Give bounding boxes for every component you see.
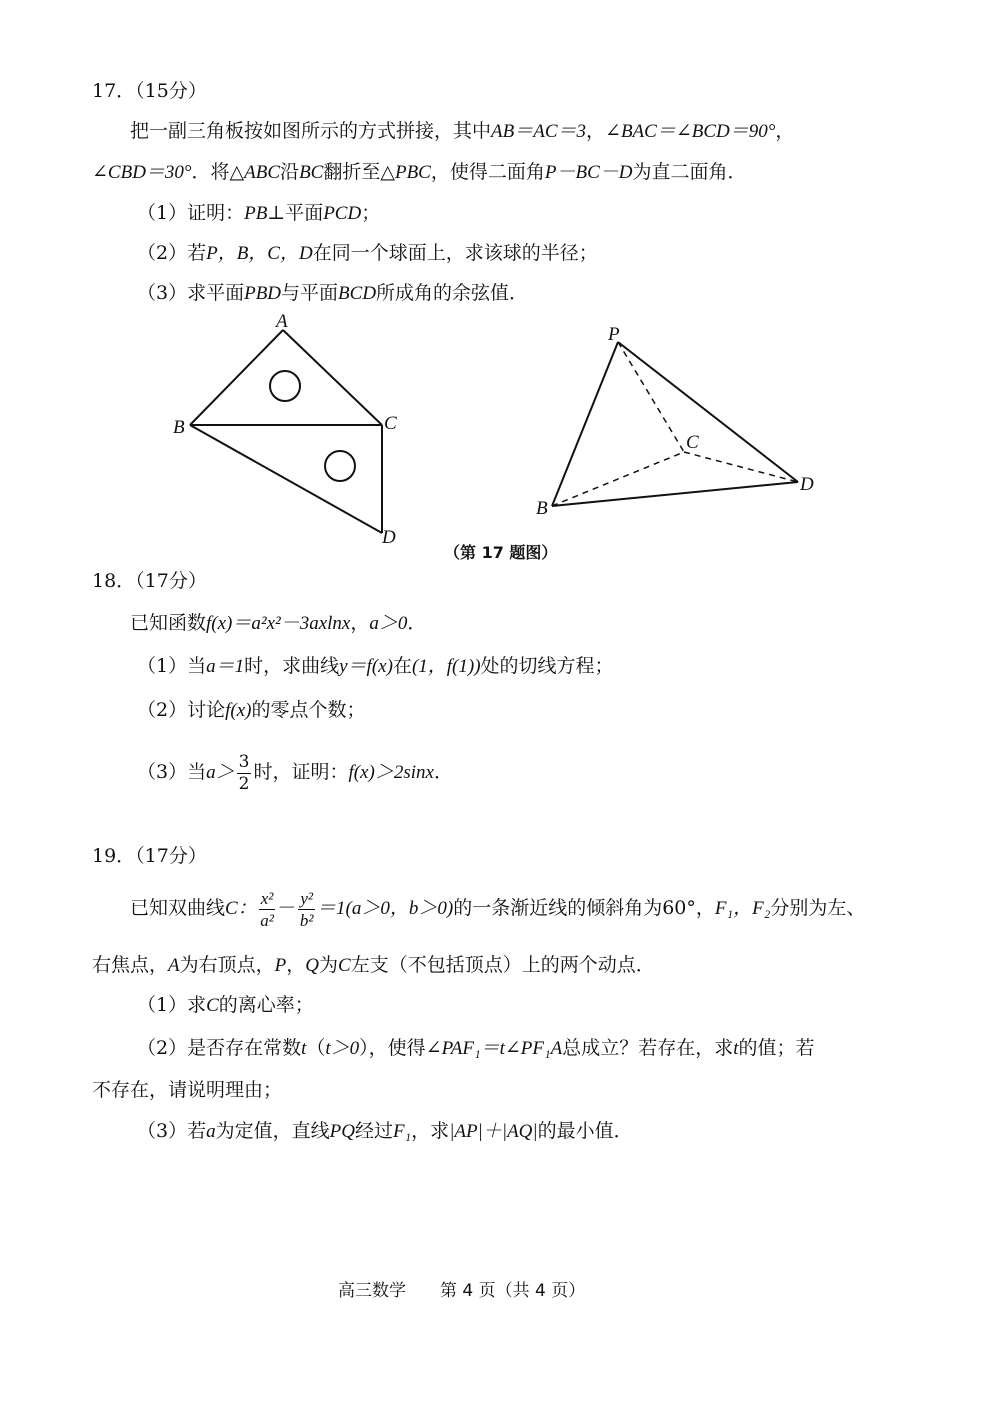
q19-text: 右焦点， xyxy=(92,954,169,976)
q19-math: ＝1(a＞0，b＞0) xyxy=(317,898,454,919)
q19-math: PQ xyxy=(329,1121,355,1142)
q19-text: ，求 xyxy=(411,1120,450,1142)
q17-part3 xyxy=(137,280,528,307)
edge-cd-hidden xyxy=(684,452,798,482)
q17-text: 平面 xyxy=(285,202,324,224)
q17-line1 xyxy=(130,118,794,145)
q19-text: 不存在，请说明理由； xyxy=(92,1079,283,1101)
q17-text: 为直二面角． xyxy=(632,161,747,183)
q19-text: 左支（不包括顶点）上的两个动点． xyxy=(350,954,655,976)
q19-text: （3）若 xyxy=(137,1120,207,1142)
q18-header xyxy=(92,568,207,594)
q19-text: 为定值，直线 xyxy=(215,1120,330,1142)
q19-text: （2）是否存在常数 xyxy=(137,1037,302,1059)
label-b: B xyxy=(173,417,185,438)
q18-line1 xyxy=(130,610,426,637)
q18-text: 已知函数 xyxy=(130,612,207,634)
q18-text: 的零点个数； xyxy=(251,699,366,721)
q18-part3 xyxy=(137,752,453,793)
q18-math: a＝1 xyxy=(206,656,245,677)
q19-text: ），使得 xyxy=(359,1037,426,1059)
q17-part1 xyxy=(137,200,380,227)
q19-text: 已知双曲线 xyxy=(130,897,226,919)
q19-part2 xyxy=(137,1035,815,1062)
figure-caption: （第 17 题图） xyxy=(444,543,558,562)
q17-text: 翻折至△ xyxy=(323,161,395,183)
q17-text: ．将△ xyxy=(191,161,245,183)
q18-text: （3）当 xyxy=(137,761,207,783)
q19-math: C xyxy=(338,955,351,976)
q18-text: （2）讨论 xyxy=(137,699,226,721)
q18-number: 18．（17分） xyxy=(92,570,207,592)
q17-text: （2）若 xyxy=(137,242,207,264)
q18-math: a＞ xyxy=(206,762,235,783)
figure-tetrahedron xyxy=(530,318,830,528)
fraction-numerator: x² xyxy=(260,888,274,908)
q17-text: 沿 xyxy=(280,161,300,183)
fraction-numerator: y² xyxy=(300,888,314,908)
q17-math: PBD xyxy=(244,283,282,304)
label-a: A xyxy=(276,311,288,332)
fraction-denominator: 2 xyxy=(238,773,250,794)
q19-math: Q xyxy=(305,955,319,976)
edge-pb xyxy=(552,342,618,506)
q17-math: BC xyxy=(299,162,324,183)
set-square-hole xyxy=(270,371,300,401)
q17-math: ABC xyxy=(244,162,281,183)
q18-text: 时，求曲线 xyxy=(244,655,340,677)
q17-part2 xyxy=(137,240,598,267)
fraction-three-halves xyxy=(237,751,252,794)
q19-math: ∠PAF₁＝t∠PF₁A xyxy=(425,1038,563,1059)
q19-math: t xyxy=(733,1038,739,1059)
q18-math: f(x)＞2sinx xyxy=(348,762,434,783)
q19-text: 经过 xyxy=(354,1120,393,1142)
edge-ab xyxy=(190,330,283,425)
q19-math: P xyxy=(274,955,287,976)
q17-math: PB⊥ xyxy=(244,203,286,224)
q17-text: （3）求平面 xyxy=(137,282,245,304)
q19-part3 xyxy=(137,1118,633,1145)
q17-text: ，使得二面角 xyxy=(430,161,545,183)
q17-math: AB＝AC＝3 xyxy=(491,121,587,142)
label-c: C xyxy=(686,432,699,453)
edge-pc-hidden xyxy=(618,342,684,452)
q19-text: ， xyxy=(286,954,306,976)
fraction-denominator: a² xyxy=(260,910,274,930)
q18-text: ， xyxy=(350,612,370,634)
q18-text: ． xyxy=(407,612,427,634)
q19-text: 的值；若 xyxy=(738,1037,815,1059)
q18-text: 时，证明： xyxy=(253,761,349,783)
q17-math: BCD xyxy=(338,283,377,304)
q19-math: a xyxy=(206,1121,216,1142)
q19-part2-line2 xyxy=(92,1077,282,1103)
q19-math: F₁，F₂ xyxy=(714,898,771,919)
label-d: D xyxy=(800,474,814,495)
q17-text: 在同一个球面上，求该球的半径； xyxy=(312,242,598,264)
q18-text: 处的切线方程； xyxy=(480,655,614,677)
label-p: P xyxy=(608,324,620,345)
q18-math: y＝f(x) xyxy=(339,656,393,677)
q18-part2 xyxy=(137,697,365,724)
q17-text: 与平面 xyxy=(281,282,339,304)
q17-text: ； xyxy=(361,202,381,224)
q19-math: t＞0 xyxy=(325,1038,360,1059)
q19-math: F₁ xyxy=(392,1121,412,1142)
edge-bd xyxy=(190,425,382,533)
q17-math: P，B，C，D xyxy=(206,243,313,264)
q19-text: 为右顶点， xyxy=(179,954,275,976)
q18-text: （1）当 xyxy=(137,655,207,677)
edge-bc-hidden xyxy=(552,452,684,506)
q19-text: 总成立？若存在，求 xyxy=(562,1037,734,1059)
q19-text: 的一条渐近线的倾斜角为60°， xyxy=(453,897,715,919)
q17-header xyxy=(92,78,207,104)
fraction-denominator: b² xyxy=(299,910,314,930)
edge-pd xyxy=(618,342,798,482)
q17-math: ∠CBD＝30° xyxy=(92,162,192,183)
q19-math: C xyxy=(206,995,219,1016)
q19-text: 的离心率； xyxy=(218,994,314,1016)
set-square-hole xyxy=(325,451,355,481)
q19-math: － xyxy=(277,897,297,919)
figure-set-squares xyxy=(160,305,440,555)
label-b: B xyxy=(536,498,548,519)
q19-math: A xyxy=(168,955,180,976)
q17-text: 把一副三角板按如图所示的方式拼接，其中 xyxy=(130,120,492,142)
q17-math: ∠BAC＝∠BCD＝90° xyxy=(605,121,776,142)
q17-line2 xyxy=(92,159,747,186)
q19-text: 分别为左、 xyxy=(770,897,866,919)
fraction-numerator: 3 xyxy=(238,751,250,772)
q19-line2 xyxy=(92,952,655,979)
q19-line1 xyxy=(130,886,865,931)
label-c: C xyxy=(384,413,397,434)
q17-math: P－BC－D xyxy=(544,162,633,183)
q19-math: t xyxy=(301,1038,307,1059)
q17-text: （1）证明： xyxy=(137,202,245,224)
q19-text: 为 xyxy=(319,954,339,976)
q17-math: PCD xyxy=(323,203,362,224)
edge-bd xyxy=(552,482,798,506)
q19-number: 19．（17分） xyxy=(92,845,207,867)
q19-part1 xyxy=(137,992,314,1019)
q19-header xyxy=(92,843,207,869)
q19-math: |AP|＋|AQ| xyxy=(449,1121,538,1142)
q17-text: 所成角的余弦值． xyxy=(376,282,529,304)
fraction-x2-a2 xyxy=(259,890,276,929)
q18-math: f(x)＝a²x²－3axlnx xyxy=(206,613,351,634)
q19-text: （1）求 xyxy=(137,994,207,1016)
q19-text: 的最小值． xyxy=(537,1120,633,1142)
q17-math: PBC xyxy=(394,162,431,183)
q18-part1 xyxy=(137,653,614,680)
fraction-y2-b2 xyxy=(298,890,315,929)
q17-text: ， xyxy=(775,120,795,142)
q17-text: ， xyxy=(586,120,606,142)
q18-math: (1，f(1)) xyxy=(411,656,481,677)
label-d: D xyxy=(382,527,396,548)
q19-math: C： xyxy=(225,898,257,919)
q18-text: ． xyxy=(433,761,453,783)
q19-text: （ xyxy=(306,1037,326,1059)
q18-math: a＞0 xyxy=(369,613,408,634)
q18-math: f(x) xyxy=(225,700,252,721)
q18-text: 在 xyxy=(392,655,412,677)
page-footer: 高三数学 第 4 页（共 4 页） xyxy=(338,1281,586,1301)
q17-number: 17．（15分） xyxy=(92,80,207,102)
